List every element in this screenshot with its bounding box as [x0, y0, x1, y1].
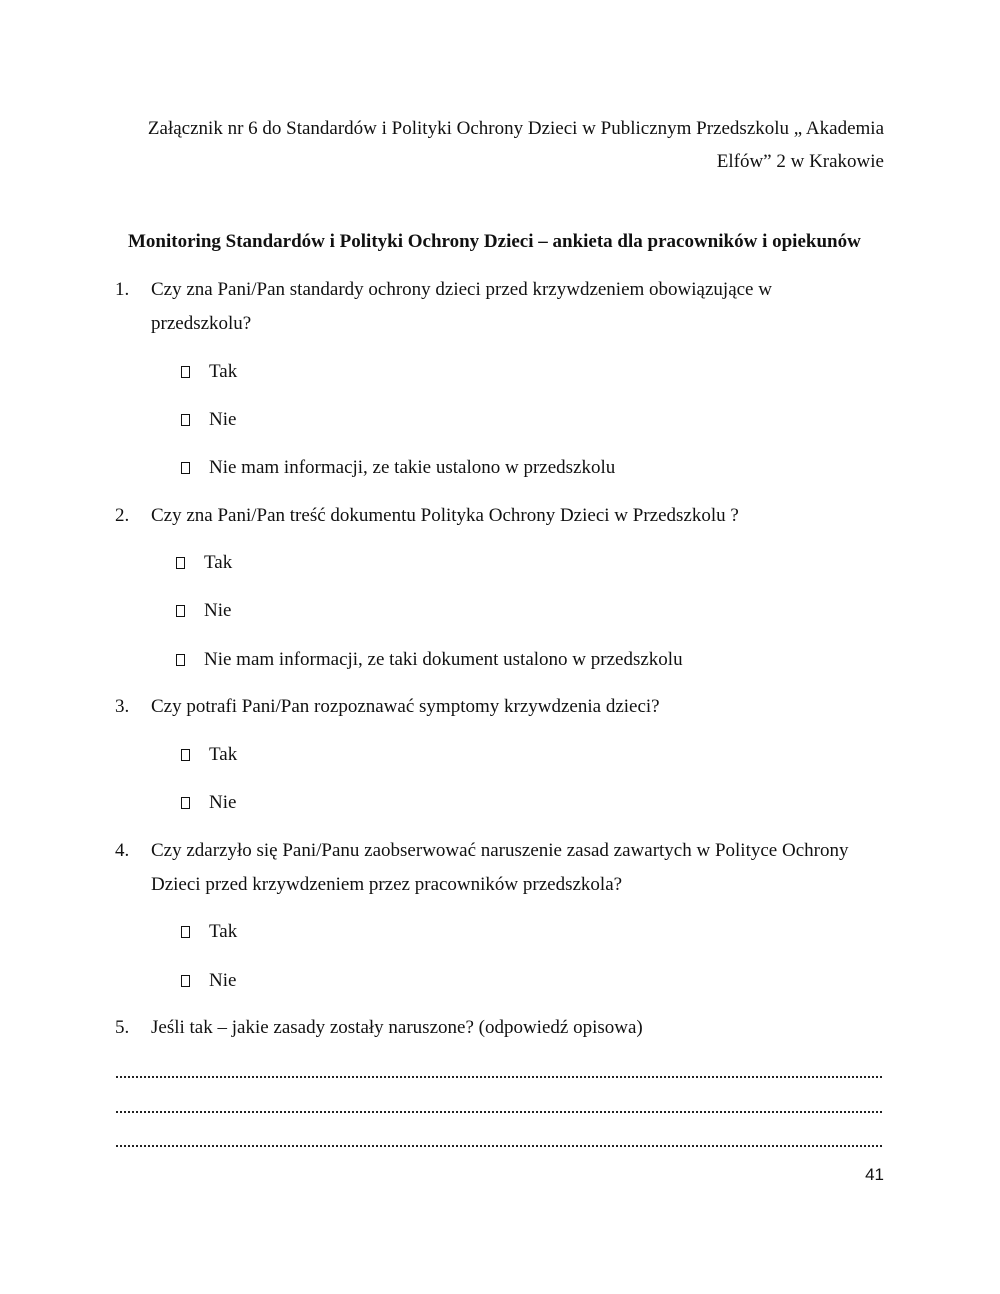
option-label: Nie: [204, 600, 232, 621]
question-3-text-line-1: Czy potrafi Pani/Pan rozpoznawać symptomy krzywdzenia dzieci?: [151, 696, 660, 717]
option-label: Tak: [204, 552, 233, 573]
question-2-number: 2.: [115, 505, 130, 526]
question-1-option-no-info[interactable]: [181, 458, 615, 477]
checkbox-icon[interactable]: [176, 557, 185, 569]
page-number: 41: [865, 1165, 884, 1184]
question-4-option-nie[interactable]: [181, 971, 236, 990]
option-label: Tak: [209, 921, 238, 942]
document-title: Monitoring Standardów i Polityki Ochrony Dzieci – ankieta dla pracowników i opiekunów: [128, 231, 861, 252]
answer-line-3[interactable]: [116, 1145, 882, 1149]
checkbox-icon[interactable]: [181, 926, 190, 938]
question-1-text-line-2: przedszkolu?: [151, 313, 252, 334]
checkbox-icon[interactable]: [181, 975, 190, 987]
checkbox-icon[interactable]: [181, 414, 190, 426]
checkbox-icon[interactable]: [181, 462, 190, 474]
option-label: Nie: [209, 970, 237, 991]
header-line-2: Elfów” 2 w Krakowie: [716, 151, 884, 172]
question-2-option-nie[interactable]: [176, 601, 231, 620]
answer-line-2[interactable]: [116, 1111, 882, 1115]
checkbox-icon[interactable]: [176, 654, 185, 666]
checkbox-icon[interactable]: [176, 605, 185, 617]
checkbox-icon[interactable]: [181, 749, 190, 761]
question-4-option-tak[interactable]: [181, 922, 237, 941]
question-1-option-nie[interactable]: [181, 410, 236, 429]
question-3-option-tak[interactable]: [181, 745, 237, 764]
question-5-number: 5.: [115, 1017, 130, 1038]
header-line-1: Załącznik nr 6 do Standardów i Polityki Ochrony Dzieci w Publicznym Przedszkolu „ Akademia: [147, 118, 884, 139]
question-2-option-no-info[interactable]: [176, 650, 683, 669]
question-3-option-nie[interactable]: [181, 793, 236, 812]
checkbox-icon[interactable]: [181, 797, 190, 809]
option-label: Tak: [209, 361, 238, 382]
option-label: Nie mam informacji, ze takie ustalono w przedszkolu: [209, 457, 616, 478]
option-label: Nie: [209, 792, 237, 813]
option-label: Nie: [209, 409, 237, 430]
question-4-number: 4.: [115, 840, 130, 861]
question-2-option-tak[interactable]: [176, 553, 232, 572]
question-1-text-line-1: Czy zna Pani/Pan standardy ochrony dzieci przed krzywdzeniem obowiązujące w: [151, 279, 772, 300]
question-4-text-line-2: Dzieci przed krzywdzeniem przez pracowników przedszkola?: [151, 874, 623, 895]
checkbox-icon[interactable]: [181, 366, 190, 378]
answer-line-1[interactable]: [116, 1076, 882, 1080]
question-5-text-line-1: Jeśli tak – jakie zasady zostały naruszone? (odpowiedź opisowa): [151, 1017, 643, 1038]
option-label: Nie mam informacji, ze taki dokument ustalono w przedszkolu: [204, 649, 683, 670]
question-2-text-line-1: Czy zna Pani/Pan treść dokumentu Polityka Ochrony Dzieci w Przedszkolu ?: [151, 505, 739, 526]
question-3-number: 3.: [115, 696, 130, 717]
option-label: Tak: [209, 744, 238, 765]
question-1-option-tak[interactable]: [181, 362, 237, 381]
question-1-number: 1.: [115, 279, 130, 300]
question-4-text-line-1: Czy zdarzyło się Pani/Panu zaobserwować naruszenie zasad zawartych w Polityce Ochrony: [151, 840, 849, 861]
